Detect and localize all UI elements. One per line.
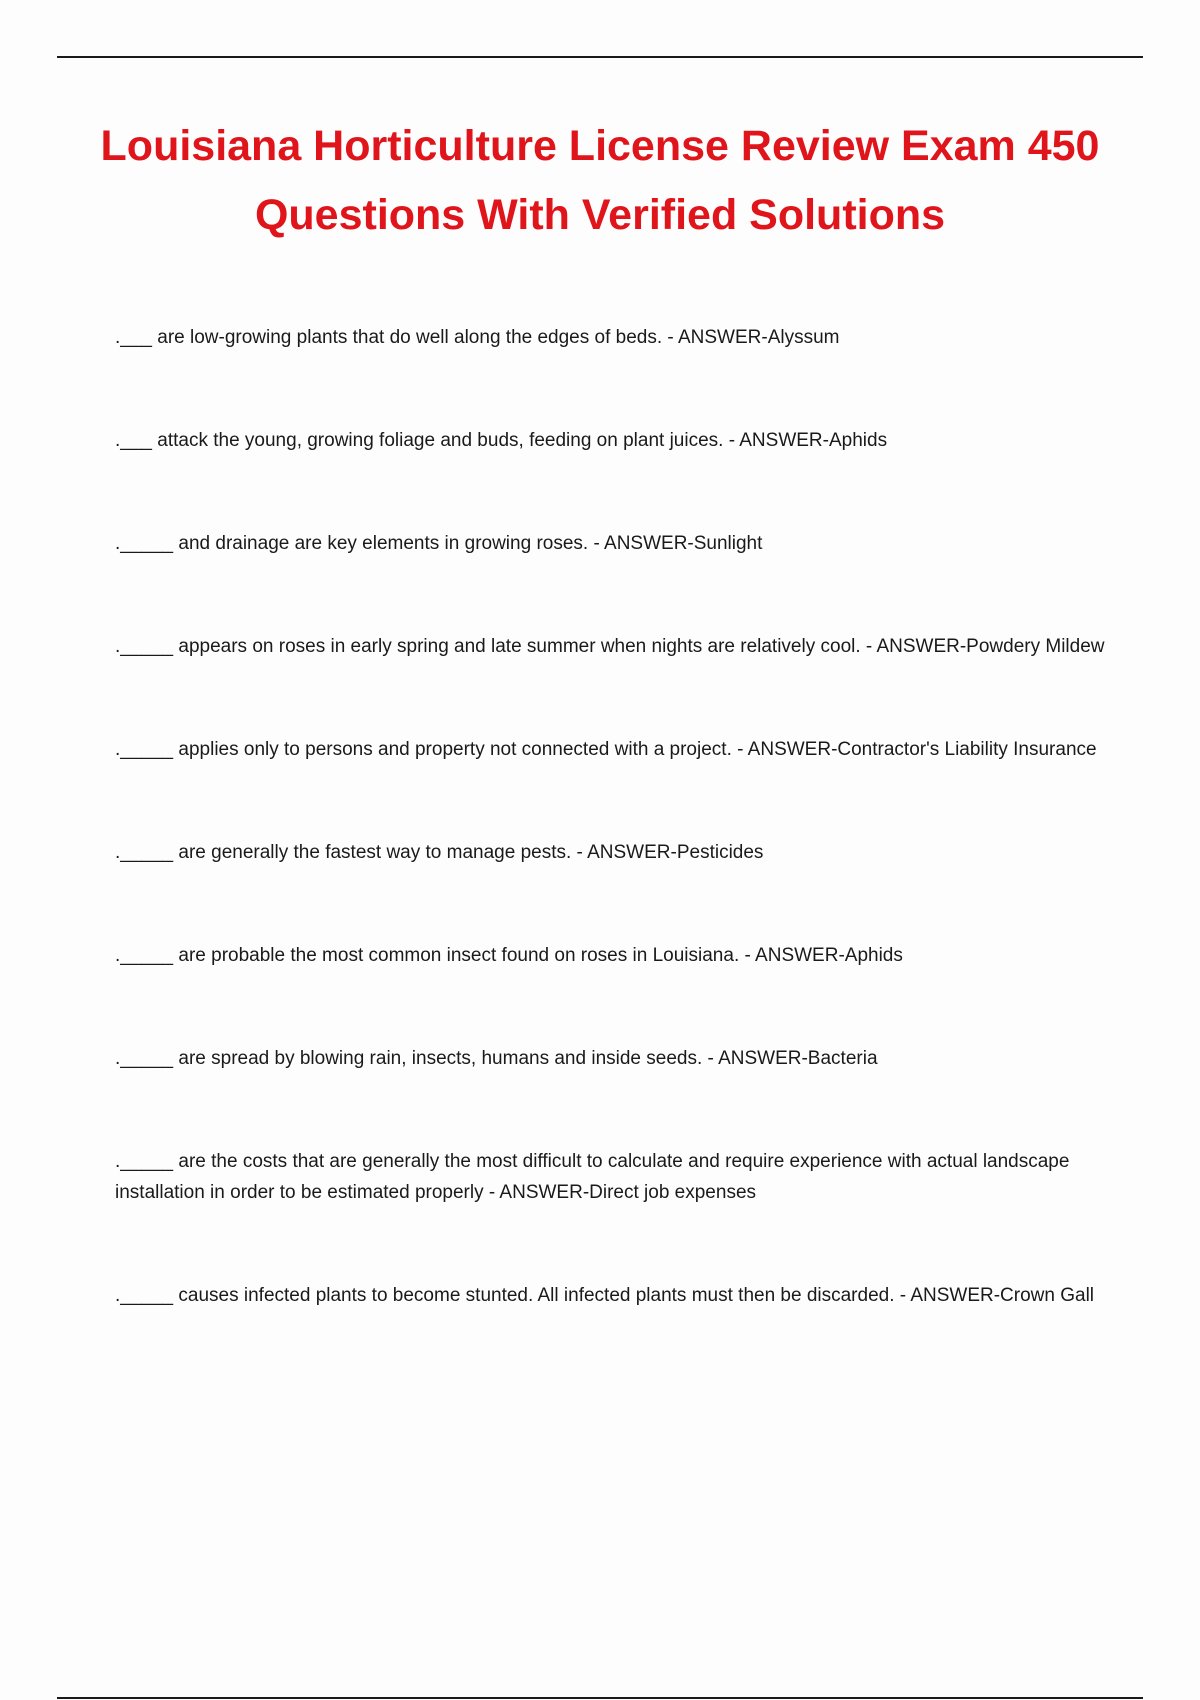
question-item: .___ are low-growing plants that do well along the edges of beds. - ANSWER-Alyssum [115, 327, 840, 348]
question-item: ._____ are probable the most common insect found on roses in Louisiana. - ANSWER-Aphids [115, 945, 903, 966]
question-list [115, 322, 1110, 1383]
question-item: ._____ are generally the fastest way to manage pests. - ANSWER-Pesticides [115, 842, 764, 863]
question-item: .___ attack the young, growing foliage and buds, feeding on plant juices. - ANSWER-Aphids [115, 430, 888, 451]
question-item: ._____ causes infected plants to become stunted. All infected plants must then be discarded. - ANSWER-Crown Gall [115, 1285, 1095, 1306]
question-item: ._____ are the costs that are generally the most difficult to calculate and require experience with actual landscape installation in order to be estimated properly - ANSWER-Direct job expenses [115, 1151, 1070, 1203]
top-divider [57, 56, 1143, 58]
question-item: ._____ are spread by blowing rain, insects, humans and inside seeds. - ANSWER-Bacteria [115, 1048, 878, 1069]
question-item: ._____ appears on roses in early spring and late summer when nights are relatively cool. - ANSWER-Powdery Mildew [115, 636, 1105, 657]
question-item: ._____ applies only to persons and property not connected with a project. - ANSWER-Contractor's Liability Insurance [115, 739, 1097, 760]
question-item: ._____ and drainage are key elements in growing roses. - ANSWER-Sunlight [115, 533, 763, 554]
document-title: Louisiana Horticulture License Review Exam 450 Questions With Verified Solutions [100, 122, 1100, 239]
bottom-divider [57, 1697, 1143, 1699]
